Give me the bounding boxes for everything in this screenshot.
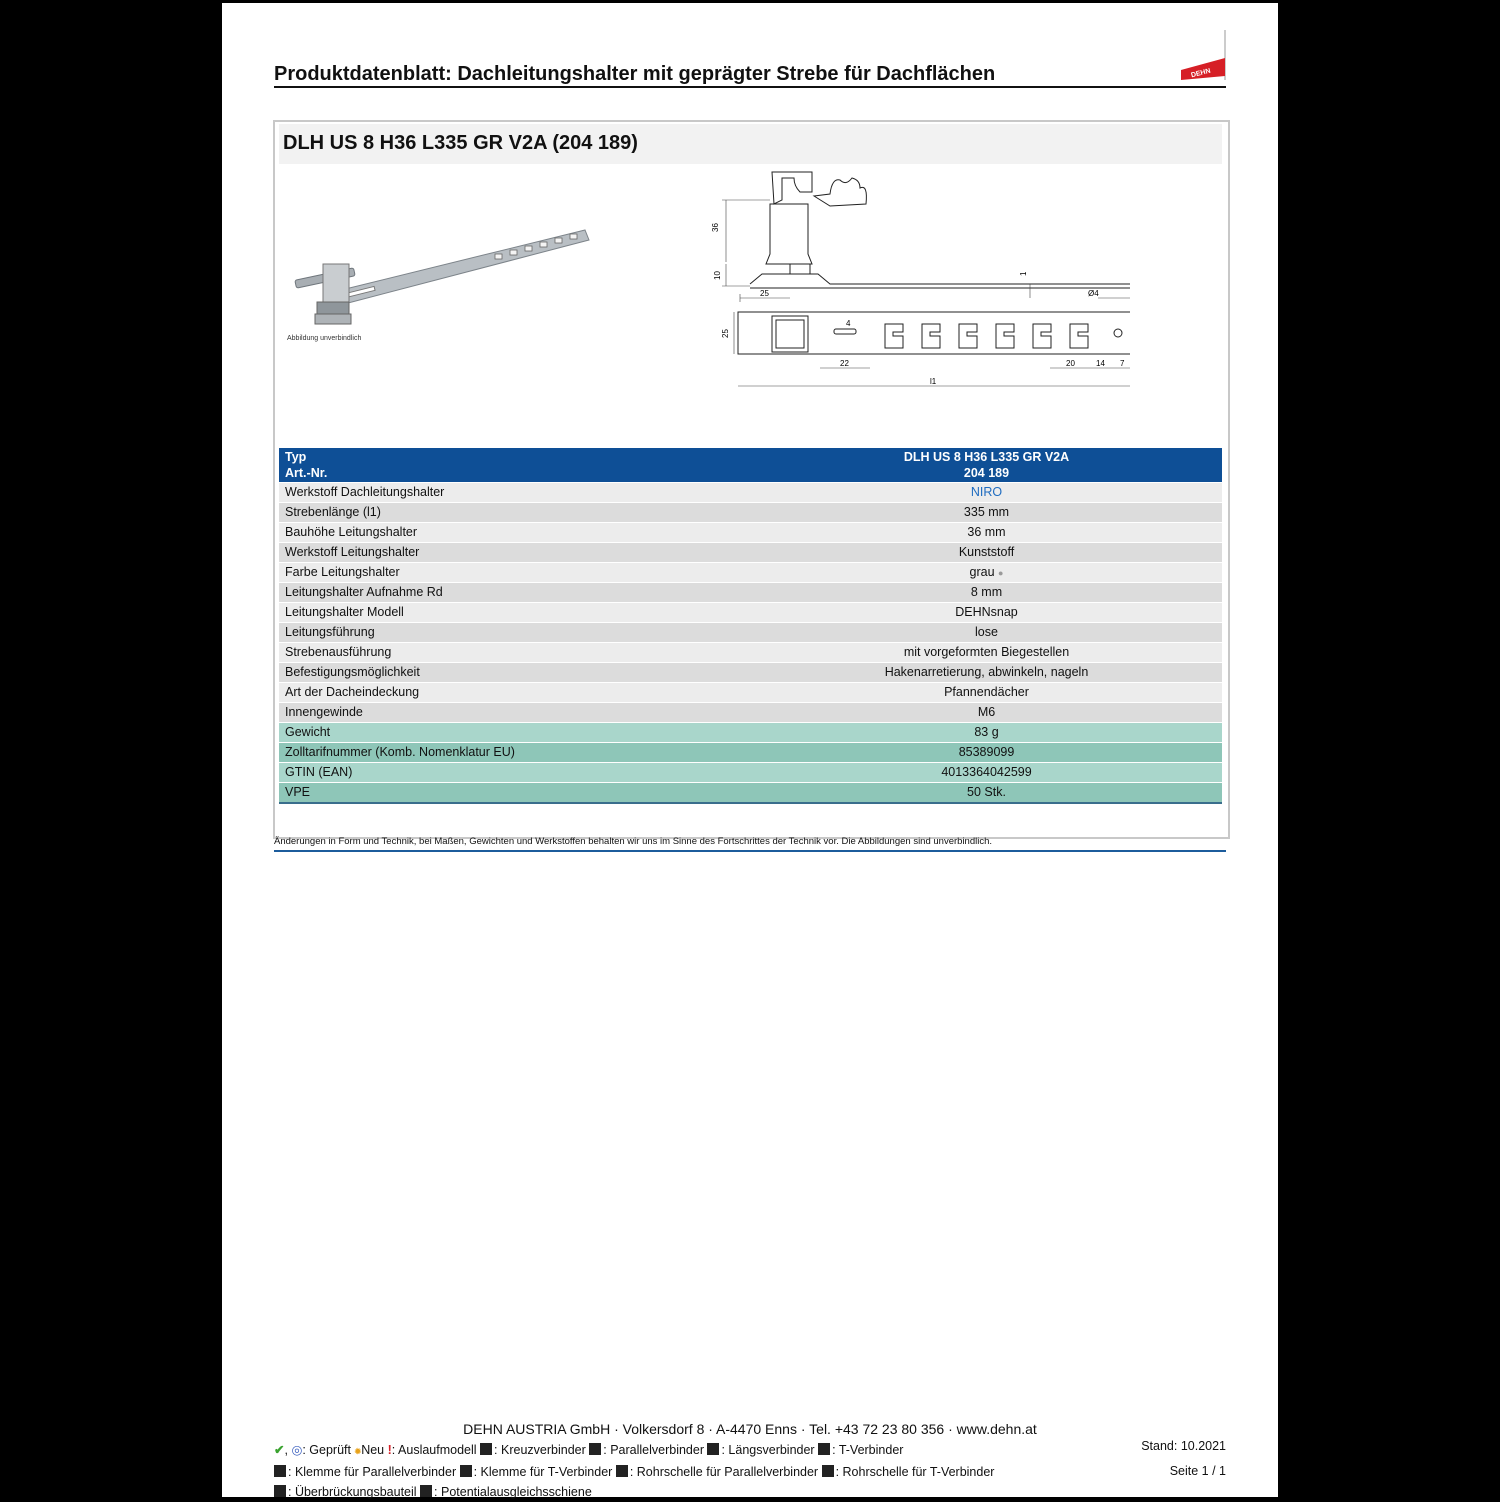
row-value: Kunststoff — [958, 545, 1015, 559]
color-value: grau — [969, 565, 995, 579]
table-row — [279, 523, 1222, 542]
company-info: DEHN AUSTRIA GmbH · Volkersdorf 8 · A-4470 Enns · Tel. +43 72 23 80 356 · www.dehn.at — [463, 1421, 1037, 1437]
dim-7: 7 — [1120, 359, 1125, 368]
table-row — [279, 483, 1222, 502]
page-number: Seite 1 / 1 — [1169, 1464, 1226, 1478]
row-value: 335 mm — [963, 505, 1010, 519]
row-value: 36 mm — [967, 525, 1006, 539]
row-label: Werkstoff Leitungshalter — [285, 545, 420, 559]
dim-14: 14 — [1096, 359, 1105, 368]
row-label: Bauhöhe Leitungshalter — [285, 525, 418, 539]
table-row — [279, 683, 1222, 702]
legend-rohr-t: : Rohrschelle für T-Verbinder — [835, 1465, 995, 1479]
revision-date: Stand: 10.2021 — [1141, 1439, 1226, 1453]
row-label: Gewicht — [285, 725, 331, 739]
photo-note: Abbildung unverbindlich — [287, 335, 362, 342]
spec-table — [279, 448, 1222, 805]
technical-drawing — [690, 164, 1130, 409]
row-label: Leitungsführung — [285, 625, 375, 639]
pipe-clamp-t-icon — [822, 1465, 834, 1477]
legend-laengs: : Längsverbinder — [721, 1443, 815, 1457]
approval-seal-icon: ◎ — [291, 1443, 303, 1457]
row-label: Werkstoff Dachleitungshalter — [285, 485, 445, 499]
row-label: Befestigungsmöglichkeit — [285, 665, 420, 679]
table-row — [279, 743, 1222, 762]
table-row — [279, 643, 1222, 662]
table-row — [279, 783, 1222, 804]
row-value: lose — [975, 625, 998, 639]
row-value: 8 mm — [970, 585, 1003, 599]
row-label: GTIN (EAN) — [285, 765, 353, 779]
legend-parallel: : Parallelverbinder — [603, 1443, 704, 1457]
legend-gepruft: : Geprüft — [302, 1443, 351, 1457]
row-label: Innengewinde — [285, 705, 363, 719]
product-title: DLH US 8 H36 L335 GR V2A (204 189) — [283, 132, 638, 154]
disclaimer: Änderungen in Form und Technik, bei Maßen, Gewichten und Werkstoffen behalten wir uns im Sinne des Fortschrittes der Technik vor. Die Abbildungen sind unverbindlich. — [274, 836, 993, 847]
page-title: Produktdatenblatt: Dachleitungshalter mit geprägter Strebe für Dachflächen — [274, 63, 996, 85]
row-label: VPE — [285, 785, 311, 799]
table-row — [279, 763, 1222, 782]
legend-pot: : Potentialausgleichsschiene — [434, 1485, 592, 1499]
product-header — [279, 124, 1222, 164]
row-label: Strebenausführung — [285, 645, 392, 659]
dim-l1: l1 — [930, 377, 937, 386]
dim-10: 10 — [713, 271, 722, 280]
table-row — [279, 703, 1222, 722]
dim-20: 20 — [1066, 359, 1075, 368]
legend-ueber: : Überbrückungsbauteil — [288, 1485, 417, 1499]
table-row — [279, 723, 1222, 742]
header-label-typ: Typ — [285, 450, 307, 464]
row-value: mit vorgeformten Biegestellen — [903, 645, 1070, 659]
row-value-color — [751, 563, 1222, 582]
equipotential-bar-icon — [420, 1485, 432, 1497]
cross-connector-icon — [480, 1443, 492, 1455]
t-connector-icon — [818, 1443, 830, 1455]
symbol-legend — [274, 1440, 994, 1502]
bridging-component-icon — [274, 1485, 286, 1497]
row-label: Leitungshalter Aufnahme Rd — [285, 585, 443, 599]
table-row — [279, 623, 1222, 642]
parallel-connector-icon — [589, 1443, 601, 1455]
legend-t: : T-Verbinder — [832, 1443, 904, 1457]
checkmark-icon: ✔ — [274, 1443, 285, 1457]
product-photo — [285, 222, 595, 332]
legend-klemme-t: : Klemme für T-Verbinder — [473, 1465, 613, 1479]
row-value: 4013364042599 — [941, 765, 1032, 779]
header-value-artnr: 204 189 — [963, 466, 1010, 480]
legend-line — [274, 1462, 994, 1482]
row-value: 83 g — [974, 725, 999, 739]
dim-25-side: 25 — [721, 329, 730, 338]
row-value: M6 — [977, 705, 996, 719]
row-value: DEHNsnap — [955, 605, 1018, 619]
pipe-clamp-parallel-icon — [616, 1465, 628, 1477]
dim-4: 4 — [846, 319, 851, 328]
row-value: Hakenarretierung, abwinkeln, nageln — [884, 665, 1089, 679]
legend-auslauf: : Auslaufmodell — [391, 1443, 477, 1457]
header-label-artnr: Art.-Nr. — [285, 466, 328, 480]
datasheet-page — [222, 3, 1278, 1497]
clamp-t-icon — [460, 1465, 472, 1477]
table-row — [279, 543, 1222, 562]
dim-25-top: 25 — [760, 289, 769, 298]
spec-table-header — [279, 448, 1222, 482]
row-label: Strebenlänge (l1) — [285, 505, 381, 519]
dim-22: 22 — [840, 359, 849, 368]
dim-36: 36 — [711, 223, 720, 232]
longitudinal-connector-icon — [707, 1443, 719, 1455]
row-value: Pfannendächer — [944, 685, 1029, 699]
dim-d4: Ø4 — [1088, 289, 1099, 298]
legend-rohr-par: : Rohrschelle für Parallelverbinder — [629, 1465, 819, 1479]
logo-text: DEHN — [1190, 67, 1212, 80]
discontinued-icon: ! — [387, 1443, 392, 1457]
row-label: Leitungshalter Modell — [285, 605, 404, 619]
legend-klemme-par: : Klemme für Parallelverbinder — [288, 1465, 457, 1479]
clamp-parallel-icon — [274, 1465, 286, 1477]
legend-kreuz: : Kreuzverbinder — [494, 1443, 586, 1457]
table-row — [279, 563, 1222, 582]
row-label: Farbe Leitungshalter — [285, 565, 400, 579]
header-value-typ: DLH US 8 H36 L335 GR V2A — [903, 450, 1070, 464]
row-value: 50 Stk. — [967, 785, 1006, 799]
new-badge-icon: ✹ — [354, 1447, 362, 1456]
legend-neu: Neu — [361, 1443, 385, 1457]
row-value[interactable]: NIRO — [970, 485, 1003, 499]
row-label: Zolltarifnummer (Komb. Nomenklatur EU) — [285, 745, 515, 759]
table-row — [279, 503, 1222, 522]
color-swatch-icon: ● — [998, 568, 1004, 578]
row-value: 85389099 — [958, 745, 1015, 759]
table-row — [279, 663, 1222, 682]
row-label: Art der Dacheindeckung — [285, 685, 420, 699]
title-divider — [274, 86, 1226, 88]
dehn-logo — [1177, 30, 1227, 82]
legend-line: ✔, ◎: Geprüft ✹Neu !: Auslaufmodell : Kreuzverbinder : Parallelverbinder : Längsverbinder : T-Verbinder — [274, 1443, 904, 1457]
disclaimer-divider — [274, 850, 1226, 852]
table-row — [279, 603, 1222, 622]
legend-line — [274, 1482, 994, 1502]
dim-1: 1 — [1019, 271, 1028, 276]
table-row — [279, 583, 1222, 602]
product-card — [273, 120, 1230, 839]
